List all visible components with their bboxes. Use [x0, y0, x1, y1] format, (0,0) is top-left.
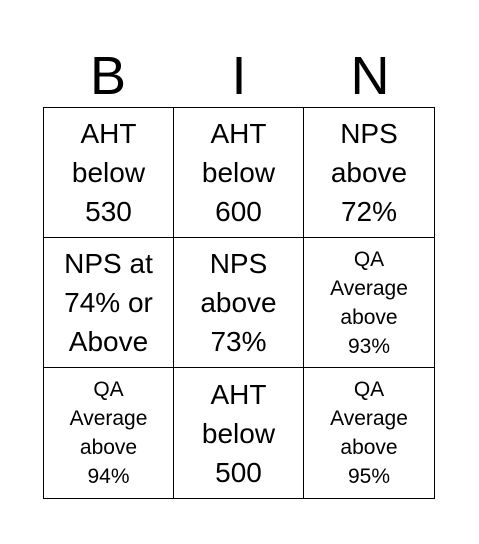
bingo-cell-8[interactable]: AHT below 500 [174, 368, 304, 498]
header-letter-b: B [89, 46, 127, 106]
bingo-cell-6[interactable]: QA Average above 93% [304, 238, 434, 368]
bingo-cell-5[interactable]: NPS above 73% [174, 238, 304, 368]
bingo-cell-3[interactable]: NPS above 72% [304, 108, 434, 238]
bingo-board [43, 107, 435, 499]
header-letter-n: N [350, 46, 390, 106]
bingo-header [43, 46, 435, 106]
bingo-cell-2[interactable]: AHT below 600 [174, 108, 304, 238]
bingo-cell-9[interactable]: QA Average above 95% [330, 378, 408, 488]
bingo-cell-4[interactable]: NPS at 74% or Above [44, 238, 174, 368]
header-letter-i: I [231, 46, 247, 106]
bingo-cell-1[interactable]: AHT below 530 [44, 108, 174, 238]
bingo-cell-7[interactable]: QA Average above 94% [44, 368, 174, 498]
